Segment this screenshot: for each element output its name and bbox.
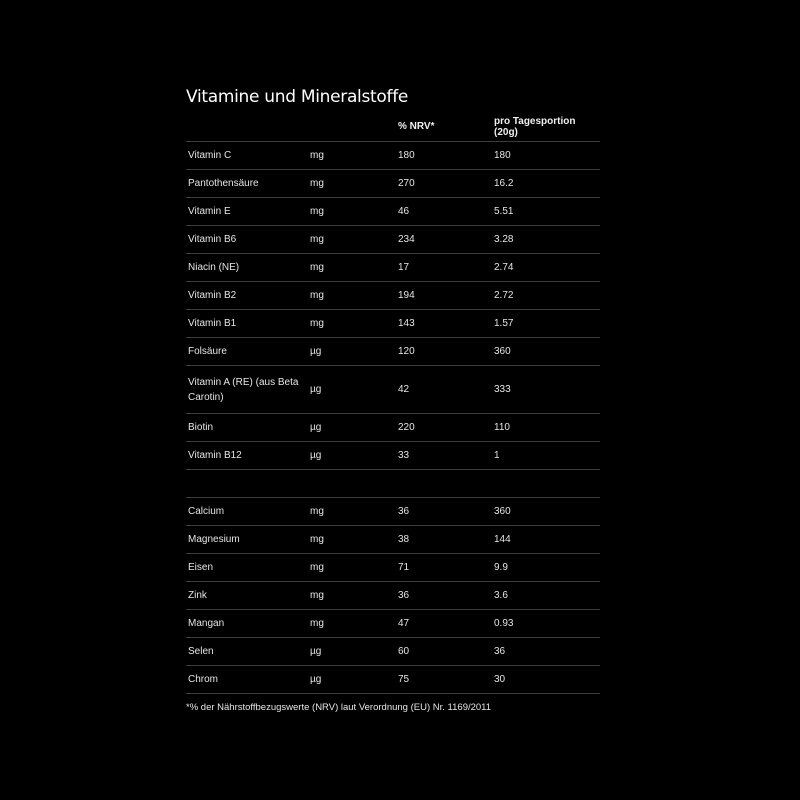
nutrient-name-cell: Biotin bbox=[186, 414, 308, 442]
nrv-cell: 36 bbox=[396, 498, 492, 526]
nrv-cell: 120 bbox=[396, 338, 492, 366]
column-header-portion: pro Tagesportion (20g) bbox=[492, 112, 600, 142]
unit-cell: µg bbox=[308, 366, 396, 414]
nutrient-name-cell: Vitamin E bbox=[186, 198, 308, 226]
empty-cell bbox=[308, 470, 396, 498]
mineral-row bbox=[186, 638, 600, 666]
footnote: *% der Nährstoffbezugswerte (NRV) laut Verordnung (EU) Nr. 1169/2011 bbox=[186, 702, 492, 713]
portion-cell: 5.51 bbox=[492, 198, 600, 226]
nutrient-name-cell: Chrom bbox=[186, 666, 308, 694]
nutrition-panel bbox=[186, 86, 600, 713]
nutrient-name-cell: Vitamin A (RE) (aus Beta Carotin) bbox=[186, 366, 308, 414]
vitamin-row bbox=[186, 442, 600, 470]
nutrient-name-cell: Calcium bbox=[186, 498, 308, 526]
nutrient-name-cell: Eisen bbox=[186, 554, 308, 582]
unit-cell: mg bbox=[308, 310, 396, 338]
nutrient-name-cell: Vitamin B1 bbox=[186, 310, 308, 338]
column-header-nrv: % NRV* bbox=[396, 112, 492, 142]
portion-cell: 30 bbox=[492, 666, 600, 694]
unit-cell: µg bbox=[308, 442, 396, 470]
nrv-cell: 36 bbox=[396, 582, 492, 610]
portion-cell: 9.9 bbox=[492, 554, 600, 582]
nutrient-name-cell: Vitamin B6 bbox=[186, 226, 308, 254]
nrv-cell: 71 bbox=[396, 554, 492, 582]
vitamin-row bbox=[186, 142, 600, 170]
nrv-cell: 180 bbox=[396, 142, 492, 170]
empty-cell bbox=[492, 470, 600, 498]
unit-cell: mg bbox=[308, 610, 396, 638]
unit-cell: mg bbox=[308, 198, 396, 226]
portion-cell: 360 bbox=[492, 498, 600, 526]
column-header-name bbox=[186, 112, 308, 142]
empty-cell bbox=[396, 470, 492, 498]
portion-cell: 36 bbox=[492, 638, 600, 666]
vitamin-row bbox=[186, 338, 600, 366]
portion-cell: 144 bbox=[492, 526, 600, 554]
nutrient-name-cell: Magnesium bbox=[186, 526, 308, 554]
nrv-cell: 220 bbox=[396, 414, 492, 442]
nrv-cell: 234 bbox=[396, 226, 492, 254]
unit-cell: mg bbox=[308, 142, 396, 170]
nutrient-name-cell: Vitamin B12 bbox=[186, 442, 308, 470]
portion-cell: 16.2 bbox=[492, 170, 600, 198]
portion-cell: 3.6 bbox=[492, 582, 600, 610]
unit-cell: mg bbox=[308, 170, 396, 198]
nutrition-table bbox=[186, 112, 600, 694]
empty-cell bbox=[186, 470, 308, 498]
nrv-cell: 42 bbox=[396, 366, 492, 414]
unit-cell: mg bbox=[308, 526, 396, 554]
unit-cell: mg bbox=[308, 282, 396, 310]
unit-cell: µg bbox=[308, 338, 396, 366]
nrv-cell: 38 bbox=[396, 526, 492, 554]
vitamin-row bbox=[186, 366, 600, 414]
table-body bbox=[186, 142, 600, 694]
portion-cell: 110 bbox=[492, 414, 600, 442]
nutrient-name-cell: Pantothensäure bbox=[186, 170, 308, 198]
unit-cell: µg bbox=[308, 414, 396, 442]
nutrient-name-cell: Folsäure bbox=[186, 338, 308, 366]
vitamin-row bbox=[186, 310, 600, 338]
nrv-cell: 143 bbox=[396, 310, 492, 338]
nrv-cell: 47 bbox=[396, 610, 492, 638]
vitamin-row bbox=[186, 198, 600, 226]
mineral-row bbox=[186, 610, 600, 638]
nrv-cell: 60 bbox=[396, 638, 492, 666]
portion-cell: 0.93 bbox=[492, 610, 600, 638]
portion-cell: 2.72 bbox=[492, 282, 600, 310]
portion-cell: 2.74 bbox=[492, 254, 600, 282]
portion-cell: 1 bbox=[492, 442, 600, 470]
unit-cell: mg bbox=[308, 498, 396, 526]
vitamin-row bbox=[186, 282, 600, 310]
nrv-cell: 17 bbox=[396, 254, 492, 282]
vitamin-row bbox=[186, 254, 600, 282]
unit-cell: µg bbox=[308, 638, 396, 666]
nutrient-name-cell: Vitamin B2 bbox=[186, 282, 308, 310]
portion-cell: 3.28 bbox=[492, 226, 600, 254]
nutrient-name-cell: Vitamin C bbox=[186, 142, 308, 170]
table-header-row bbox=[186, 112, 600, 142]
nutrient-name-cell: Mangan bbox=[186, 610, 308, 638]
mineral-row bbox=[186, 498, 600, 526]
mineral-row bbox=[186, 582, 600, 610]
portion-cell: 180 bbox=[492, 142, 600, 170]
portion-cell: 1.57 bbox=[492, 310, 600, 338]
vitamin-row bbox=[186, 170, 600, 198]
nrv-cell: 194 bbox=[396, 282, 492, 310]
nrv-cell: 270 bbox=[396, 170, 492, 198]
vitamin-row bbox=[186, 226, 600, 254]
nutrient-name-cell: Niacin (NE) bbox=[186, 254, 308, 282]
unit-cell: mg bbox=[308, 554, 396, 582]
column-header-unit bbox=[308, 112, 396, 142]
nutrient-name-cell: Selen bbox=[186, 638, 308, 666]
vitamin-row bbox=[186, 414, 600, 442]
section-title: Vitamine und Mineralstoffe bbox=[186, 87, 409, 107]
unit-cell: mg bbox=[308, 254, 396, 282]
mineral-row bbox=[186, 554, 600, 582]
nrv-cell: 46 bbox=[396, 198, 492, 226]
nrv-cell: 75 bbox=[396, 666, 492, 694]
portion-cell: 360 bbox=[492, 338, 600, 366]
mineral-row bbox=[186, 526, 600, 554]
portion-cell: 333 bbox=[492, 366, 600, 414]
unit-cell: µg bbox=[308, 666, 396, 694]
unit-cell: mg bbox=[308, 226, 396, 254]
spacer-row bbox=[186, 470, 600, 498]
mineral-row bbox=[186, 666, 600, 694]
nrv-cell: 33 bbox=[396, 442, 492, 470]
nutrient-name-cell: Zink bbox=[186, 582, 308, 610]
unit-cell: mg bbox=[308, 582, 396, 610]
